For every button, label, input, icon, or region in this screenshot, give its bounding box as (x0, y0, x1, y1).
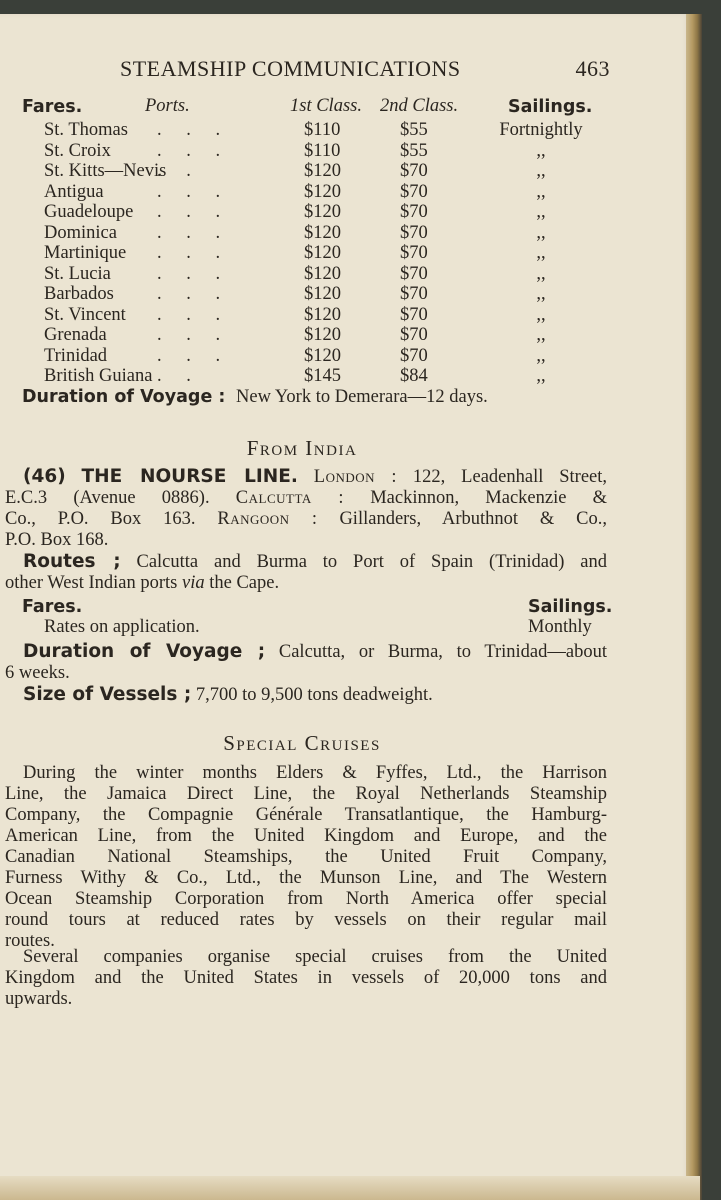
leader-dots: . . . (157, 202, 231, 222)
fares-row (22, 161, 612, 182)
paragraph-line: Canadian National Steamships, the United Fruit Company, (5, 847, 607, 867)
second-class-fare: $70 (400, 202, 428, 222)
fares-row (22, 284, 612, 305)
first-class-fare: $120 (304, 345, 341, 366)
leader-dots: . . . (157, 304, 231, 325)
india-duration-text: Calcutta, or Burma, to Trinidad—about (265, 642, 607, 662)
second-class-fare: $70 (400, 243, 428, 263)
fares-row (22, 243, 612, 264)
paragraph-line: During the winter months Elders & Fyffes, Ltd., the Harrison (23, 763, 607, 783)
london-label: London : (313, 467, 398, 487)
special-cruises-heading: Special Cruises (223, 731, 381, 755)
from-india-heading: From India (246, 436, 358, 460)
sailings-value: Fortnightly (499, 120, 583, 140)
col-sailings: Sailings. (508, 97, 593, 117)
sailings-value: ,, (536, 263, 546, 284)
fares-row (22, 346, 612, 367)
port-name: St. Lucia (44, 263, 111, 284)
second-class-fare: $55 (400, 120, 428, 140)
leader-dots: . . . (157, 120, 231, 140)
second-class-fare: $55 (400, 140, 428, 161)
special-cruises-paragraph-2 (5, 947, 607, 1010)
second-class-fare: $70 (400, 325, 428, 345)
first-class-fare: $120 (304, 243, 341, 263)
sailings-value: ,, (536, 181, 546, 202)
sailings-value: ,, (536, 325, 546, 345)
paragraph-line: Furness Withy & Co., Ltd., the Munson Line, and The Western (5, 868, 607, 888)
page-number: 463 (575, 56, 610, 81)
second-class-fare: $70 (400, 181, 428, 202)
india-duration-line-2: 6 weeks. (5, 663, 70, 683)
first-class-fare: $120 (304, 161, 341, 181)
fares-label: Fares. (22, 97, 83, 117)
india-duration-label: Duration of Voyage ; (23, 641, 266, 662)
india-sailings-value: Monthly (528, 617, 592, 637)
entry-number: (46) (23, 466, 66, 487)
first-class-fare: $120 (304, 325, 341, 345)
port-name: Martinique (44, 243, 127, 263)
routes-label: Routes ; (23, 551, 121, 572)
sailings-value: ,, (536, 345, 546, 366)
second-class-fare: $70 (400, 345, 428, 366)
first-class-fare: $120 (304, 304, 341, 325)
leader-dots: . . . (157, 140, 231, 161)
duration-text: New York to Demerara—12 days. (236, 387, 488, 407)
entry-line-4: P.O. Box 168. (5, 530, 109, 550)
port-name: Antigua (44, 181, 104, 202)
paragraph-line: Several companies organise special cruises from the United (23, 947, 607, 967)
fares-row (22, 264, 612, 285)
paragraph-line: Company, the Compagnie Générale Transatlantique, the Hamburg- (5, 805, 607, 825)
paragraph-line: routes. (5, 931, 55, 951)
first-class-fare: $120 (304, 181, 341, 202)
leader-dots: . . . (157, 263, 231, 284)
entry-line-1 (5, 466, 607, 488)
london-address: 122, Leadenhall Street, (397, 467, 608, 487)
fares-row (22, 325, 612, 346)
routes-line-2 (5, 573, 607, 594)
special-cruises-paragraph-1 (5, 763, 607, 952)
leader-dots: . . . (157, 243, 231, 263)
port-name: Barbados (44, 284, 114, 304)
calcutta-address: Mackinnon, Mackenzie & (344, 488, 608, 508)
port-name: St. Croix (44, 140, 111, 161)
port-name: Guadeloupe (44, 202, 134, 222)
size-of-vessels-line (5, 684, 607, 706)
entry-line-2 (5, 488, 607, 509)
rangoon-address: Gillanders, Arbuthnot & Co., (317, 509, 608, 529)
sailings-value: ,, (536, 161, 546, 181)
paragraph-line: round tours at reduced rates by vessels on their regular mail (5, 910, 607, 930)
nourse-line-entry (5, 466, 607, 594)
routes-text-2a: other West Indian ports (5, 573, 182, 593)
line-name: THE NOURSE LINE. (81, 466, 298, 487)
leader-dots: . . . (157, 345, 231, 366)
leader-dots: . . . (157, 181, 231, 202)
sailings-value: ,, (536, 140, 546, 161)
size-label: Size of Vessels ; (23, 684, 192, 705)
sailings-value: ,, (536, 366, 546, 386)
india-rates: Rates on application. (44, 617, 200, 637)
second-class-fare: $70 (400, 263, 428, 284)
india-duration (5, 641, 607, 706)
duration-label: Duration of Voyage : (22, 387, 226, 407)
col-second-class: 2nd Class. (380, 96, 459, 116)
second-class-fare: $70 (400, 304, 428, 325)
sailings-value: ,, (536, 304, 546, 325)
routes-via: via (181, 573, 205, 593)
port-name: British Guiana (44, 366, 153, 386)
paragraph-line: Kingdom and the United States in vessels of 20,000 tons and (5, 968, 607, 988)
first-class-fare: $120 (304, 284, 341, 304)
port-name: St. Kitts—Nevis (44, 161, 167, 181)
calcutta-label: Calcutta : (235, 488, 345, 508)
fares-row (22, 202, 612, 223)
second-class-fare: $70 (400, 284, 428, 304)
fares-row (22, 141, 612, 162)
leader-dots: . . (157, 161, 201, 181)
calcutta-box: Co., P.O. Box 163. (5, 509, 218, 529)
first-class-fare: $120 (304, 222, 341, 243)
fares-row (22, 120, 612, 141)
first-class-fare: $110 (304, 120, 341, 140)
second-class-fare: $70 (400, 161, 428, 181)
first-class-fare: $120 (304, 202, 341, 222)
page-bottom-edge (0, 1176, 700, 1200)
london-phone: E.C.3 (Avenue 0886). (5, 488, 236, 508)
sailings-value: ,, (536, 284, 546, 304)
fares-table (22, 120, 612, 387)
fares-row (22, 223, 612, 244)
paragraph-line: Line, the Jamaica Direct Line, the Royal Netherlands Steamship (5, 784, 607, 804)
routes-text-2b: the Cape. (204, 573, 280, 593)
fares-row (22, 182, 612, 203)
india-duration-line-1 (5, 641, 607, 663)
port-name: Grenada (44, 325, 107, 345)
routes-line-1 (5, 551, 607, 573)
port-name: Trinidad (44, 345, 108, 366)
leader-dots: . . (157, 366, 201, 386)
paragraph-line: Ocean Steamship Corporation from North America offer special (5, 889, 607, 909)
col-ports: Ports. (145, 96, 190, 116)
sailings-value: ,, (536, 202, 546, 222)
page-edge (686, 14, 702, 1200)
sailings-value: ,, (536, 222, 546, 243)
leader-dots: . . . (157, 222, 231, 243)
port-name: Dominica (44, 222, 117, 243)
rangoon-label: Rangoon : (217, 509, 318, 529)
first-class-fare: $120 (304, 263, 341, 284)
first-class-fare: $110 (304, 140, 341, 161)
size-text: 7,700 to 9,500 tons deadweight. (191, 685, 433, 705)
first-class-fare: $145 (304, 366, 341, 386)
entry-line-3 (5, 509, 607, 530)
fares-row (22, 366, 612, 387)
duration-row (22, 387, 488, 408)
paragraph-line: American Line, from the United Kingdom and Europe, and the (5, 826, 607, 846)
col-first-class: 1st Class. (290, 96, 362, 116)
port-name: St. Thomas (44, 120, 128, 140)
second-class-fare: $84 (400, 366, 428, 386)
port-name: St. Vincent (44, 304, 126, 325)
india-sailings-label: Sailings. (528, 597, 613, 617)
second-class-fare: $70 (400, 222, 428, 243)
india-fares-label: Fares. (22, 597, 83, 617)
sailings-value: ,, (536, 243, 546, 263)
leader-dots: . . . (157, 284, 231, 304)
paragraph-line: upwards. (5, 989, 73, 1009)
routes-text-1: Calcutta and Burma to Port of Spain (Trinidad) and (120, 552, 607, 572)
running-head-title: STEAMSHIP COMMUNICATIONS (120, 56, 461, 81)
leader-dots: . . . (157, 325, 231, 345)
fares-row (22, 305, 612, 326)
